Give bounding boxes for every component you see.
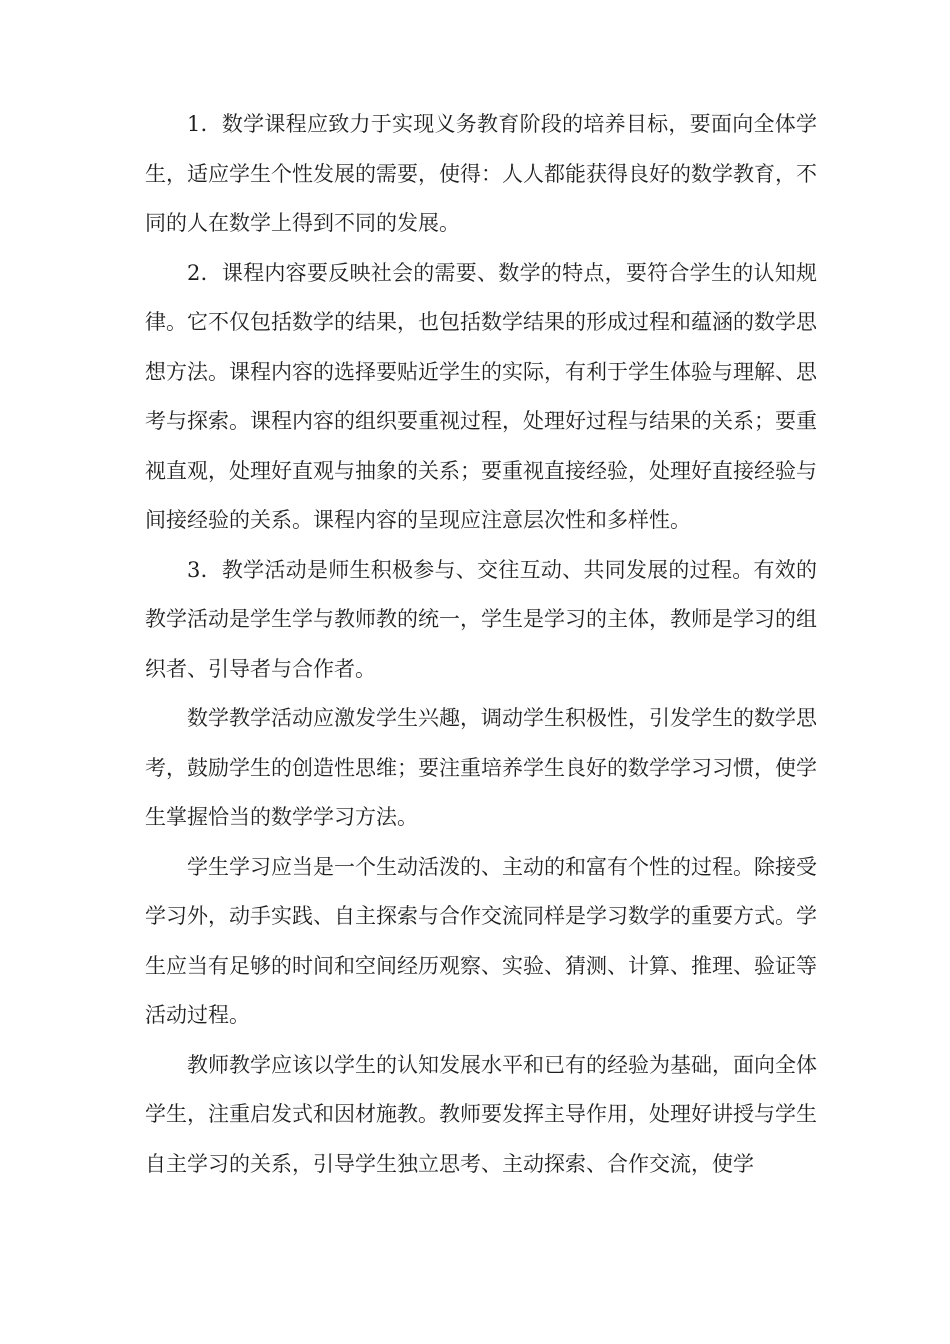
paragraph-5: 学生学习应当是一个生动活泼的、主动的和富有个性的过程。除接受学习外，动手实践、自主探索与合作交流同样是学习数学的重要方式。学生应当有足够的时间和空间经历观察、实验、猜测、计算、推理、验证等活动过程。 xyxy=(145,854,817,1027)
paragraph-3: 3．教学活动是师生积极参与、交往互动、共同发展的过程。有效的教学活动是学生学与教师教的统一，学生是学习的主体，教师是学习的组织者、引导者与合作者。 xyxy=(145,557,817,681)
document-body xyxy=(145,100,817,1189)
paragraph-2: 2．课程内容要反映社会的需要、数学的特点，要符合学生的认知规律。它不仅包括数学的结果，也包括数学结果的形成过程和蕴涵的数学思想方法。课程内容的选择要贴近学生的实际，有利于学生体验与理解、思考与探索。课程内容的组织要重视过程，处理好过程与结果的关系；要重视直观，处理好直观与抽象的关系；要重视直接经验，处理好直接经验与间接经验的关系。课程内容的呈现应注意层次性和多样性。 xyxy=(145,260,817,532)
paragraph-1: 1．数学课程应致力于实现义务教育阶段的培养目标，要面向全体学生，适应学生个性发展的需要，使得：人人都能获得良好的数学教育，不同的人在数学上得到不同的发展。 xyxy=(145,112,817,235)
paragraph-6: 教师教学应该以学生的认知发展水平和已有的经验为基础，面向全体学生，注重启发式和因材施教。教师要发挥主导作用，处理好讲授与学生自主学习的关系，引导学生独立思考、主动探索、合作交流，使学 xyxy=(145,1052,817,1176)
paragraph-4: 数学教学活动应激发学生兴趣，调动学生积极性，引发学生的数学思考，鼓励学生的创造性思维；要注重培养学生良好的数学学习习惯，使学生掌握恰当的数学学习方法。 xyxy=(145,706,817,829)
